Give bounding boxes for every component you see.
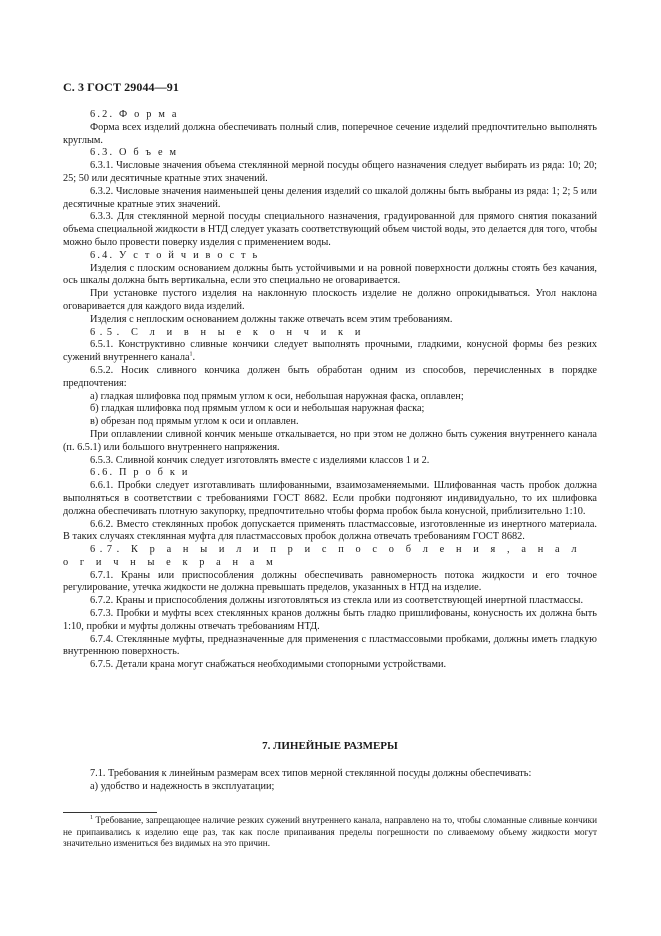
heading-6-7: 6.7. К р а н ы и л и п р и с п о с о б л е н и я , а н а л о г и ч н ы е к р а н а м — [63, 544, 582, 568]
document-body — [63, 109, 597, 672]
paragraph-6-7-3: 6.7.3. Пробки и муфты всех стеклянных кранов должны быть гладко пришлифованы, конусность их должна быть 1:10, пробки и муфты должны отвечать требованиям НТД. — [63, 608, 597, 632]
footnote-text: Требование, запрещающее наличие резких сужений внутреннего канала, направлено на то, чтобы сломанные сливные кончики не припаивались к изделию еще раз, так как после припаивания пределы погрешности по сливаемому объему жидкости могут значительно измениться без видимых на это причин. — [63, 815, 597, 849]
heading-6-4: 6.4. У с т о й ч и в о с т ь — [90, 249, 260, 261]
footnote-divider — [63, 812, 157, 813]
paragraph-7-1: 7.1. Требования к линейным размерам всех типов мерной стеклянной посуды должны обеспечивать: — [90, 768, 532, 779]
paragraph-6-6-1: 6.6.1. Пробки следует изготавливать шлифованными, взаимозаменяемыми. Шлифованная часть пробок должна выполняться в соответствии с требованиями ГОСТ 8682. Если пробки подгоняют индивидуально, то их шлифовка должна обеспечивать плотную закупорку, предпочтительно чтобы форма пробок была конусной, приблизительно 1:10. — [63, 480, 597, 517]
paragraph-6-5-2: 6.5.2. Носик сливного кончика должен быть обработан одним из способов, перечисленных в порядке предпочтения: — [63, 364, 597, 389]
list-item-7-a: а) удобство и надежность в эксплуатации; — [90, 781, 275, 792]
heading-6-2: 6.2. Ф о р м а — [90, 109, 179, 120]
paragraph-6-3-1: 6.3.1. Числовые значения объема стеклянной мерной посуды общего назначения следует выбирать из ряда: 10; 20; 25; 50 или десятичные кратные этих значений. — [63, 160, 597, 184]
list-item-b: б) гладкая шлифовка под прямым углом к оси и небольшая наружная фаска; — [90, 403, 425, 415]
paragraph-6-5-3: 6.5.3. Сливной кончик следует изготовлять вместе с изделиями классов 1 и 2. — [90, 454, 430, 466]
paragraph-6-5-1: 6.5.1. Конструктивно сливные кончики следует выполнять прочными, гладкими, конусной формы без резких сужений внутреннего канала$^1$. — [63, 339, 597, 364]
paragraph-6-2-text: Форма всех изделий должна обеспечивать полный слив, поперечное сечение изделий предпочтительно выполнять круглым. — [63, 121, 597, 146]
paragraph-6-7-4: 6.7.4. Стеклянные муфты, предназначенные для применения с пластмассовыми пробками, должны иметь гладкую внутреннюю поверхность. — [63, 633, 597, 658]
paragraph-6-3-2: 6.3.2. Числовые значения наименьшей цены деления изделий со шкалой должны быть выбраны из ряда: 1; 2; 5 или десятичные кратные этих значений. — [63, 185, 597, 210]
paragraph-6-4-a: Изделия с плоским основанием должны быть устойчивыми и на ровной поверхности должны стоять без качания, ось шкалы должна быть вертикальна, если это специально не оговаривается. — [63, 262, 597, 287]
paragraph-6-7-5: 6.7.5. Детали крана могут снабжаться необходимыми стопорными устройствами. — [90, 659, 447, 671]
paragraph-6-7-1: 6.7.1. Краны или приспособления должны обеспечивать равномерность потока жидкости и его точное регулирование, утечка жидкости не должна превышать пределов, указанных в НТД на изделие. — [63, 569, 597, 594]
running-header: С. 3 ГОСТ 29044—91 — [63, 80, 179, 94]
footnote — [63, 815, 597, 850]
section-7-title: 7. ЛИНЕЙНЫЕ РАЗМЕРЫ — [262, 740, 398, 752]
paragraph-6-4-c: Изделия с неплоским основанием должны также отвечать всем этим требованиям. — [90, 313, 453, 325]
paragraph-6-5-note: При оплавлении сливной кончик меньше откалывается, но при этом не должно быть сужения внутреннего канала (п. 6.5.1) или большого внутреннего напряжения. — [63, 428, 597, 453]
list-item-c: в) обрезан под прямым углом к оси и оплавлен. — [90, 416, 299, 428]
footnote-ref: 1 — [189, 351, 193, 358]
paragraph-6-6-2: 6.6.2. Вместо стеклянных пробок допускается применять пластмассовые, изготовленные из инертного материала. В таких случаях стеклянная муфта для пластмассовых пробок должна отвечать требованиям ГОСТ 8682. — [63, 518, 597, 543]
section-7-body — [63, 767, 597, 793]
paragraph-6-3-3: 6.3.3. Для стеклянной мерной посуды специального назначения, градуированной для прямого снятия показаний объема специальной жидкости в НТД следует указать соответствующий объем чистой воды, это делается для того, чтобы можно было провести поверку изделия с применением воды. — [63, 211, 597, 248]
heading-6-5: 6.5. С л и в н ы е к о н ч и к и — [90, 326, 365, 338]
paragraph-6-4-b: При установке пустого изделия на наклонную плоскость изделие не должно опрокидываться. Угол наклона оговаривается для каждого вида изделий. — [63, 288, 597, 312]
list-item-a: а) гладкая шлифовка под прямым углом к оси, небольшая наружная фаска, оплавлен; — [90, 390, 464, 402]
heading-6-3: 6.3. О б ъ е м — [90, 147, 179, 159]
paragraph-6-7-2: 6.7.2. Краны и приспособления должны изготовляться из стекла или из соответствующей инертной пластмассы. — [90, 595, 584, 607]
footnote-mark: 1 — [90, 814, 93, 821]
heading-6-6: 6.6. П р о б к и — [90, 467, 190, 479]
